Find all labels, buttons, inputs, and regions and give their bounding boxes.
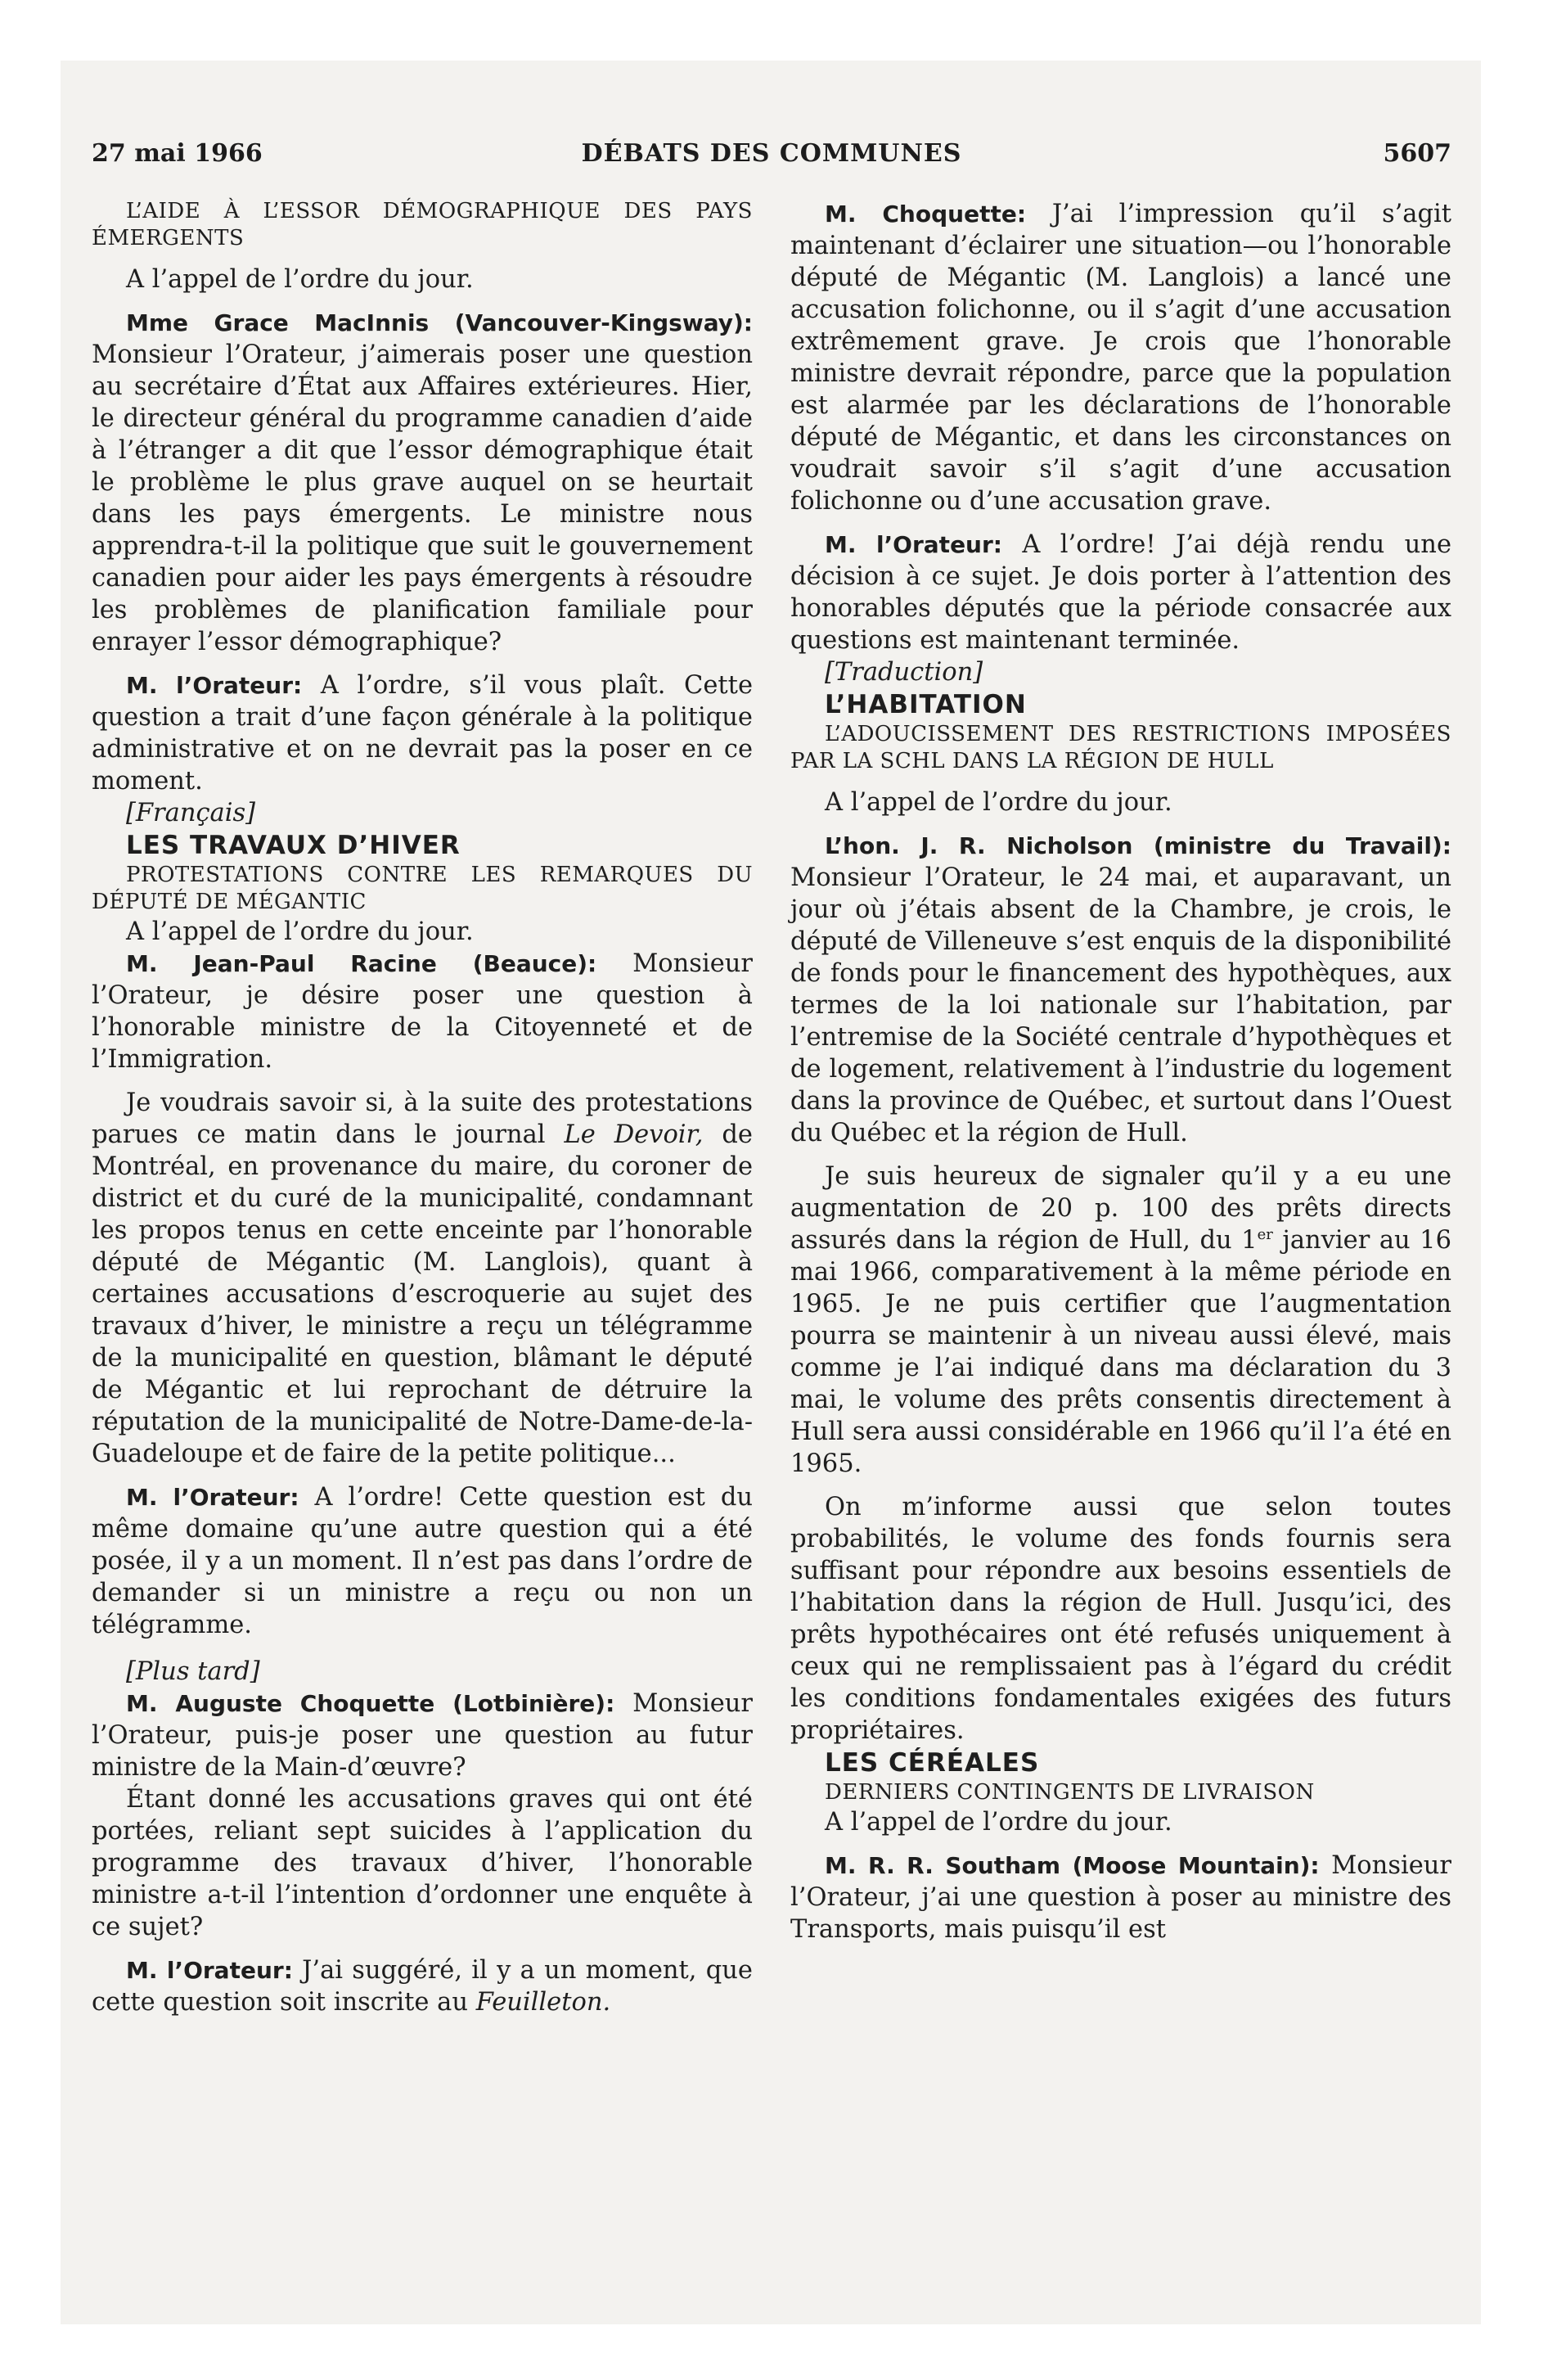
speech-paragraph (92, 1087, 753, 1470)
speech-paragraph (92, 1688, 753, 1783)
section-subhead: PROTESTATIONS CONTRE LES REMARQUES DU DÉPUTÉ DE MÉGANTIC (92, 863, 753, 914)
speaker-name: M. l’Orateur: (126, 1484, 299, 1511)
speech-paragraph (92, 669, 753, 797)
speech-text: janvier au 16 mai 1966, comparativement à la même période en 1965. Je ne puis certifier que l’augmentation pourra se maintenir à un niveau aussi élevé, mais comme je l’ai indiqué dans ma déclaration du 3 mai, le volume des prêts consentis directement à Hull sera aussi considérable en 1966 qu’il l’a été en 1965. (790, 1226, 1451, 1478)
order-of-day: A l’appel de l’ordre du jour. (825, 1808, 1172, 1837)
speaker-name: M. R. R. Southam (Moose Mountain): (825, 1852, 1320, 1879)
speech-text: Monsieur l’Orateur, j’ai une question à poser au ministre des Transports, mais puisqu’il est (790, 1851, 1451, 1944)
section-subhead: DERNIERS CONTINGENTS DE LIVRAISON (825, 1780, 1315, 1805)
section-subhead: L’ADOUCISSEMENT DES RESTRICTIONS IMPOSÉES PAR LA SCHL DANS LA RÉGION DE HULL (790, 722, 1451, 773)
procedure-note: [Plus tard] (126, 1657, 260, 1686)
speech-text: Je voudrais savoir si, à la suite des protestations parues ce matin dans le journal (92, 1089, 753, 1149)
section-heading: LES TRAVAUX D’HIVER (126, 831, 461, 860)
speaker-name: M. Choquette: (825, 201, 1027, 228)
speech-paragraph (790, 198, 1451, 517)
ordinal-suffix: er (1257, 1225, 1273, 1243)
page-number: 5607 (1383, 139, 1451, 168)
speaker-name: M. Jean-Paul Racine (Beauce): (126, 950, 597, 977)
order-of-day: A l’appel de l’ordre du jour. (825, 788, 1172, 817)
speaker-name: M. Auguste Choquette (Lotbinière): (126, 1690, 615, 1717)
left-column (92, 198, 753, 2018)
speaker-name: M. l’Orateur: (126, 672, 303, 699)
speech-text: Étant donné les accusations graves qui ont été portées, reliant sept suicides à l’application du programme des travaux d’hiver, l’honorable ministre a-t-il l’intention d’ordonner une enquête à ce sujet? (92, 1785, 753, 1941)
order-of-day: A l’appel de l’ordre du jour. (126, 917, 474, 946)
feuilleton-word: Feuilleton. (475, 1988, 611, 2017)
speech-text: Monsieur l’Orateur, le 24 mai, et auparavant, un jour où j’étais absent de la Chambre, je crois, le député de Villeneuve s’est enquis de la disponibilité de fonds pour le financement des hypothèques, aux termes de la loi nationale sur l’habitation, par l’entremise de la Société centrale d’hypothèques et de logement, relativement à l’industrie du logement dans la province de Québec, et surtout dans l’Ouest du Québec et la région de Hull. (790, 863, 1451, 1147)
speech-paragraph (790, 1161, 1451, 1480)
speech-text: J’ai l’impression qu’il s’agit maintenant d’éclairer une situation—ou l’honorable député de Mégantic (M. Langlois) a lancé une accusation folichonne, ou il s’agit d’une accusation extrêmement grave. Je crois que l’honorable ministre devrait répondre, parce que la population est alarmée par les déclarations de l’honorable député de Mégantic, et dans les circonstances on voudrait savoir s’il s’agit d’une accusation folichonne ou d’une accusation grave. (790, 200, 1452, 516)
speech-text: On m’informe aussi que selon toutes probabilités, le volume des fonds fournis sera suffisant pour répondre aux besoins essentiels de l’habitation dans la région de Hull. Jusqu’ici, des prêts hypothécaires ont été refusés uniquement à ceux qui ne remplissaient pas à l’égard du crédit les conditions fondamentales exigées des futurs propriétaires. (790, 1493, 1451, 1745)
speaker-name: M. l’Orateur: (126, 1957, 293, 1984)
section-subhead: L’AIDE À L’ESSOR DÉMOGRAPHIQUE DES PAYS ÉMERGENTS (92, 199, 753, 250)
section-heading: LES CÉRÉALES (825, 1748, 1040, 1778)
speech-text: Monsieur l’Orateur, j’aimerais poser une question au secrétaire d’État aux Affaires extérieures. Hier, le directeur général du programme canadien d’aide à l’étranger a dit que l’essor démographique était le problème le plus grave auquel on se heurtait dans les pays émergents. Le ministre nous apprendra-t-il la politique que suit le gouvernement canadien pour aider les pays émergents à résoudre les problèmes de planification familiale pour enrayer l’essor démographique? (92, 340, 753, 656)
speech-text: de Montréal, en provenance du maire, du coroner de district et du curé de la municipalité, condamnant les propos tenus en cette enceinte par l’honorable député de Mégantic (M. Langlois), quant à certaines accusations d’escroquerie au sujet des travaux d’hiver, le ministre a reçu un télégramme de la municipalité en question, blâmant le député de Mégantic et lui reprochant de détruire la réputation de la municipalité de Notre-Dame-de-la-Guadeloupe et de faire de la petite politique... (92, 1120, 753, 1468)
page-sheet (61, 61, 1481, 2324)
header-title: DÉBATS DES COMMUNES (581, 139, 962, 168)
section-heading: L’HABITATION (825, 690, 1027, 719)
speech-text: A l’ordre! J’ai déjà rendu une décision à ce sujet. Je dois porter à l’attention des honorables députés que la période consacrée aux questions est maintenant terminée. (790, 530, 1451, 655)
speech-paragraph (790, 1491, 1451, 1747)
speaker-name: L’hon. J. R. Nicholson (ministre du Travail): (825, 832, 1451, 859)
speech-text: A l’ordre! Cette question est du même domaine qu’une autre question qui a été posée, il y a un moment. Il n’est pas dans l’ordre de demander si un ministre a reçu ou non un télégramme. (92, 1483, 753, 1639)
language-note: [Traduction] (825, 658, 983, 687)
order-of-day: A l’appel de l’ordre du jour. (126, 265, 474, 294)
running-header (92, 139, 1451, 178)
speech-paragraph (92, 1954, 753, 2018)
speech-text: A l’ordre, s’il vous plaît. Cette question a trait d’une façon générale à la politique administrative et on ne devrait pas la poser en ce moment. (92, 671, 753, 796)
speech-text: Je suis heureux de signaler qu’il y a eu une augmentation de 20 p. 100 des prêts directs assurés dans la région de Hull, du 1 (790, 1162, 1451, 1255)
newspaper-title: Le Devoir, (564, 1120, 704, 1149)
speech-text: Monsieur l’Orateur, je désire poser une question à l’honorable ministre de la Citoyenneté et de l’Immigration. (92, 949, 753, 1074)
speech-paragraph (92, 1783, 753, 1943)
speech-text: J’ai suggéré, il y a un moment, que cette question soit inscrite au (92, 1956, 753, 2017)
right-column (790, 198, 1451, 1945)
header-date: 27 mai 1966 (92, 139, 263, 168)
speech-paragraph (92, 1481, 753, 1641)
speech-paragraph (790, 1850, 1451, 1945)
speech-paragraph (790, 830, 1451, 1149)
language-note: [Français] (126, 799, 256, 827)
speech-paragraph (92, 948, 753, 1075)
speech-text: Monsieur l’Orateur, puis-je poser une question au futur ministre de la Main-d’œuvre? (92, 1689, 753, 1782)
speech-paragraph (92, 307, 753, 658)
speech-paragraph (790, 529, 1451, 656)
speaker-name: Mme Grace MacInnis (Vancouver-Kingsway): (126, 309, 753, 336)
speaker-name: M. l’Orateur: (825, 531, 1002, 558)
